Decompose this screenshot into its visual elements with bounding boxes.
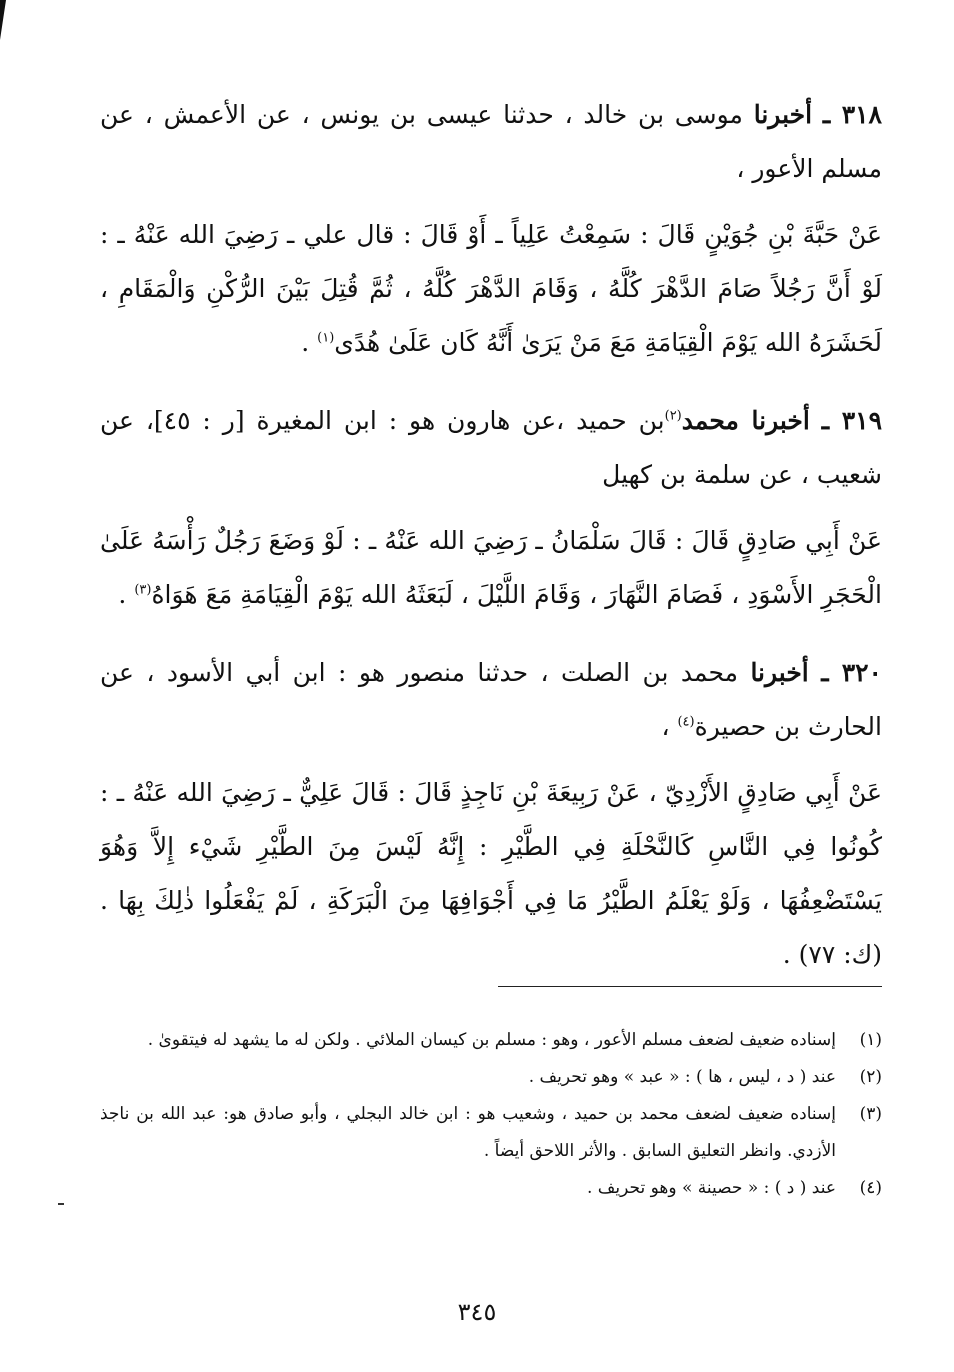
- footnote-item: [100, 1170, 882, 1207]
- footnote-text: إسناده ضعيف لضعف مسلم الأعور ، وهو : مسلم بن كيسان الملائي . ولكن له ما يشهد له فيتقوىٰ .: [147, 1030, 836, 1050]
- footnote-ref[interactable]: (٢): [664, 408, 682, 424]
- hadith-number: ٣١٨ ـ: [822, 100, 882, 129]
- matn-end: .: [301, 328, 318, 357]
- isnad-text: موسى بن خالد ، حدثنا عيسى بن يونس ، عن الأعمش ، عن مسلم الأعور ،: [100, 100, 882, 183]
- footnote-number: (٢): [859, 1067, 882, 1087]
- footnote-text: عند ( د ، ليس ، ها ) : « عبد » وهو تحريف .: [528, 1067, 836, 1087]
- scan-speck: [58, 1203, 64, 1205]
- main-text: [100, 88, 882, 1006]
- hadith-319-matn: [100, 514, 882, 622]
- hadith-320-isnad: [100, 646, 882, 754]
- footnote-item: [100, 1096, 882, 1170]
- footnote-text: عند ( د ) : « حصينة » وهو تحريف .: [587, 1178, 836, 1198]
- isnad-text: بن حميد ،عن هارون هو : ابن المغيرة [ر : ٤٥]، عن شعيب ، عن سلمة بن كهيل: [100, 406, 882, 489]
- page-number: ٣٤٥: [457, 1298, 497, 1326]
- isnad-end: ،: [661, 712, 678, 741]
- hadith-number: ٣١٩ ـ: [821, 406, 883, 435]
- page-corner-mark: [0, 0, 6, 40]
- matn-text: عَنْ حَبَّةَ بْنِ جُوَيْنٍ قَالَ : سَمِعْتُ عَلِياً ـ أَوْ قَالَ : قال علي ـ رَضِيَ الله عَنْهُ ـ : لَوْ أَنَّ رَجُلاً صَامَ الدَّهْرَ كُلَّهُ ، وَقَامَ الدَّهْرَ كُلَّهُ ، ثُمَّ قُتِلَ بَيْنَ الرُّكْنِ وَالْمَقَامِ ، لَحَشَرَهُ الله يَوْمَ الْقِيَامَةِ مَعَ مَنْ يَرَىٰ أَنَّهُ كَان عَلَىٰ هُدًى: [100, 220, 882, 357]
- footnote-item: [100, 1022, 882, 1059]
- footnote-divider: [498, 986, 882, 987]
- akhbarana-label: أخبرنا: [753, 100, 813, 129]
- hadith-320-matn: [100, 766, 882, 982]
- hadith-319-isnad: [100, 394, 882, 502]
- isnad-text: محمد بن الصلت ، حدثنا منصور هو : ابن أبي الأسود ، عن الحارث بن حصيرة: [100, 658, 882, 741]
- footnote-text: إسناده ضعيف لضعف محمد بن حميد ، وشعيب هو : ابن خالد البجلي ، وأبو صادق هو: عبد الله بن ناجذ الأزدي. وانظر التعليق السابق . والأثر اللاحق أيضاً .: [100, 1104, 836, 1161]
- footnote-ref[interactable]: (١): [317, 330, 335, 346]
- matn-end: .: [118, 580, 135, 609]
- matn-text: عَنْ أَبِي صَادِقٍ الأَزْدِيّ ، عَنْ رَبِيعَةَ بْنِ نَاجِذٍ قَالَ : قَالَ عَلِيٌّ ـ رَضِيَ الله عَنْهُ ـ : كُونُوا فِي النَّاسِ كَالنَّحْلَةِ فِي الطَّيْرِ : إِنَّهُ لَيْسَ مِنَ الطَّيْرِ شَيْء إِلاَّ وَهُوَ يَسْتَضْعِفُهَا ، وَلَوْ يَعْلَمُ الطَّيْرُ مَا فِي أَجْوَافِهَا مِنَ الْبَرَكَةِ ، لَمْ يَفْعَلُوا ذٰلِكَ بِهَا . (ك: ٧٧) .: [100, 778, 882, 969]
- hadith-number: ٣٢٠ ـ: [821, 658, 882, 687]
- matn-text: عَنْ أَبِي صَادِقٍ قَالَ : قَالَ سَلْمَانُ ـ رَضِيَ الله عَنْهُ ـ : لَوْ وَضَعَ رَجُلٌ رَأْسَهُ عَلَىٰ الْحَجَرِ الأَسْوَدِ ، فَصَامَ النَّهَارَ ، وَقَامَ اللَّيْلَ ، لَبَعَثَهُ الله يَوْمَ الْقِيَامَةِ مَعَ هَوَاهُ: [100, 526, 882, 609]
- footnotes: [100, 1022, 882, 1207]
- footnote-number: (١): [859, 1030, 882, 1050]
- footnote-ref[interactable]: (٤): [677, 714, 695, 730]
- akhbarana-label: أخبرنا محمد: [681, 406, 810, 435]
- hadith-318-matn: [100, 208, 882, 370]
- footnote-number: (٣): [859, 1104, 882, 1124]
- hadith-318-isnad: [100, 88, 882, 196]
- footnote-number: (٤): [859, 1178, 882, 1198]
- akhbarana-label: أخبرنا: [750, 658, 809, 687]
- footnote-item: [100, 1059, 882, 1096]
- footnote-ref[interactable]: (٣): [134, 582, 152, 598]
